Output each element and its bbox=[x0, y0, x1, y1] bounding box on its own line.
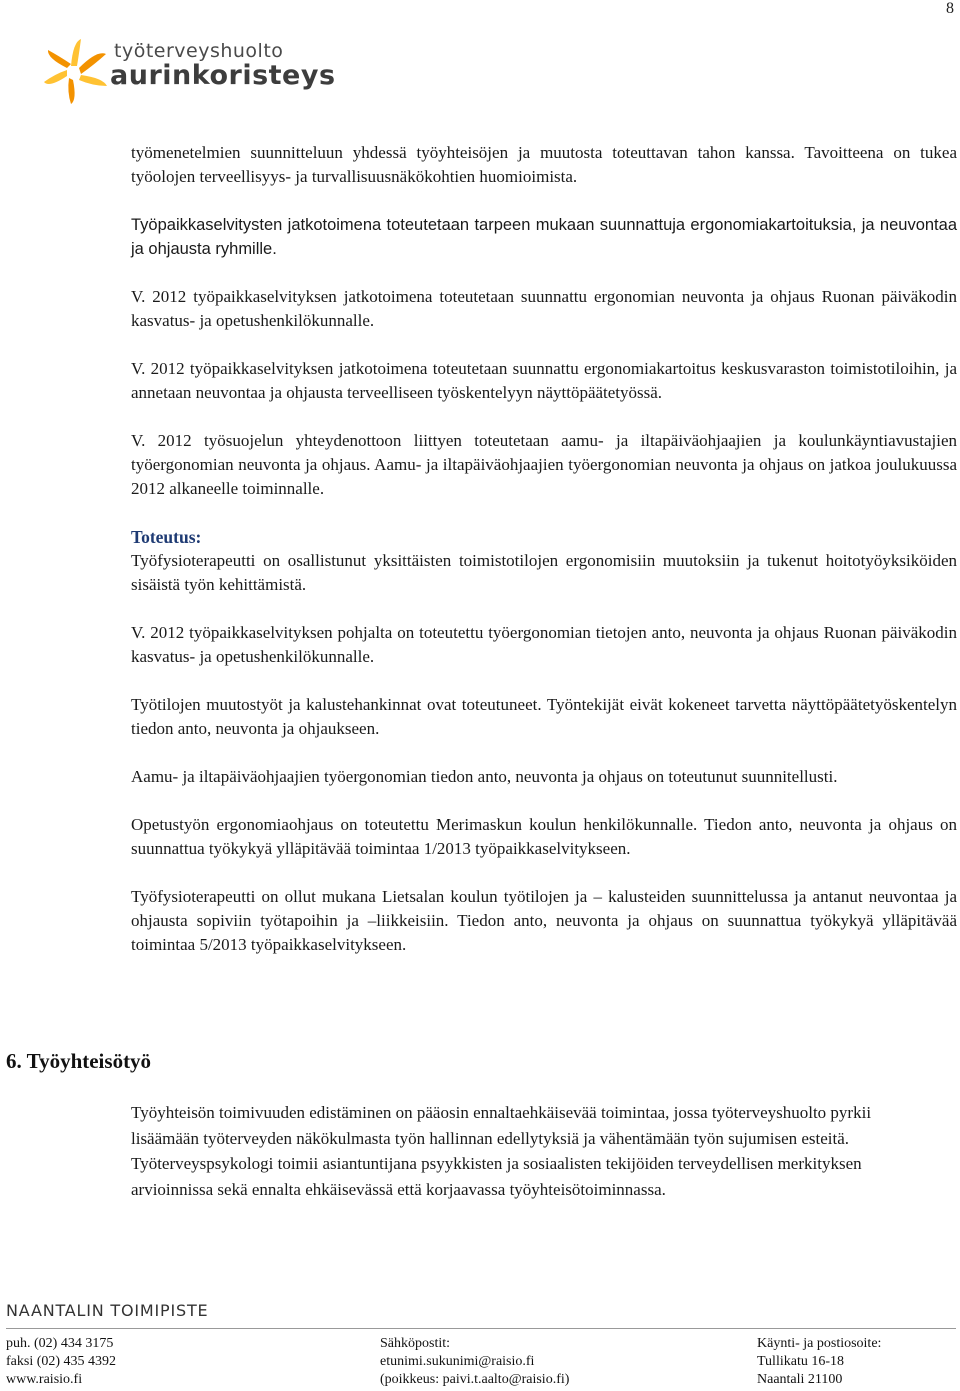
company-logo bbox=[18, 22, 336, 102]
footer-contact-address bbox=[757, 1335, 881, 1389]
body-paragraph: V. 2012 työsuojelun yhteydenottoon liittyen toteutetaan aamu- ja iltapäiväohjaajien ja koulunkäyntiavustajien työergonomian neuvonta ja ohjaus. Aamu- ja iltapäiväohjaajien työergonomian neuvonta ja ohjaus on jatkoa joulukuussa 2012 alkaneelle toiminnalle. bbox=[131, 431, 957, 498]
section-heading: 6. Työyhteisötyö bbox=[6, 1049, 152, 1073]
body-paragraph: V. 2012 työpaikkaselvityksen jatkotoimena toteutetaan suunnattu ergonomiakartoitus keskusvaraston toimistotiloihin, ja annetaan neuvontaa ja ohjausta terveelliseen työskentelyyn näyttöpäätetyössä. bbox=[131, 359, 957, 402]
toteutus-paragraph: Työfysioterapeutti on ollut mukana Lietsalan koulun työtilojen ja – kalusteiden suunnittelussa ja antanut neuvontaa ja ohjausta sopiviin työtapoihin ja –liikkeisiin. Tiedon anto, neuvonta ja ohjaus on suunnattua työkykyä ylläpitävää toimintaa 5/2013 työpaikkaselvitykseen. bbox=[131, 887, 957, 954]
logo-line2: aurinkoristeys bbox=[110, 60, 336, 91]
toteutus-paragraph: Työfysioterapeutti on osallistunut yksittäisten toimistotilojen ergonomisiin muutoksiin ja tukenut hoitotyöyksiköiden sisäistä työn kehittämistä. bbox=[131, 551, 957, 594]
footer-website: www.raisio.fi bbox=[6, 1372, 83, 1387]
body-content bbox=[131, 141, 957, 981]
toteutus-paragraph: Opetustyön ergonomiaohjaus on toteutettu Merimaskun koulun henkilökunnalle. Tiedon anto, neuvonta ja ohjaus on suunnattua työkykyä ylläpitävää toimintaa 1/2013 työpaikkaselvitykseen. bbox=[131, 815, 957, 858]
footer-title: NAANTALIN TOIMIPISTE bbox=[6, 1301, 209, 1320]
footer-address-label: Käynti- ja postiosoite: bbox=[757, 1336, 882, 1351]
body-paragraph: työmenetelmien suunnitteluun yhdessä työyhteisöjen ja muutosta toteuttavan tahon kanssa. Tavoitteena on tukea työolojen terveellisyys- ja turvallisuusnäkökohtien huomioimista. bbox=[131, 143, 957, 186]
footer-fax: faksi (02) 435 4392 bbox=[6, 1354, 117, 1369]
body-paragraph: V. 2012 työpaikkaselvityksen jatkotoimena toteutetaan suunnattu ergonomian neuvonta ja ohjaus Ruonan päiväkodin kasvatus- ja opetushenkilökunnalle. bbox=[131, 287, 957, 330]
footer-city: Naantali 21100 bbox=[757, 1372, 843, 1387]
toteutus-paragraph: Aamu- ja iltapäiväohjaajien työergonomian tiedon anto, neuvonta ja ohjaus on toteutunut suunnitellusti. bbox=[131, 767, 838, 786]
footer-divider bbox=[6, 1328, 956, 1329]
footer-email: etunimi.sukunimi@raisio.fi bbox=[380, 1354, 535, 1369]
footer-contact-email bbox=[380, 1335, 569, 1389]
page-number: 8 bbox=[946, 0, 954, 17]
footer-contact-phone bbox=[6, 1335, 116, 1389]
section-text: Työyhteisön toimivuuden edistäminen on pääosin ennaltaehkäisevää toimintaa, jossa työterveyshuolto pyrkii lisäämään työterveyden näkökulmasta työn hallinnan edellytyksiä ja vähentämään työn sujumisen esteitä. Työterveyspsykologi toimii asiantuntijana psyykkisten ja sosiaalisten tekijöiden terveydellisen merkityksen arvioinnissa sekä ennalta ehkäisevässä että korjaavassa työyhteisötoiminnassa. bbox=[131, 1103, 872, 1199]
footer-email-label: Sähköpostit: bbox=[380, 1336, 451, 1351]
toteutus-paragraph: V. 2012 työpaikkaselvityksen pohjalta on toteutettu työergonomian tietojen anto, neuvonta ja ohjaus Ruonan päiväkodin kasvatus- ja opetushenkilökunnalle. bbox=[131, 623, 957, 666]
body-paragraph: Työpaikkaselvitysten jatkotoimena toteutetaan tarpeen mukaan suunnattuja ergonomiakartoituksia, ja neuvontaa ja ohjausta ryhmille. bbox=[131, 216, 957, 258]
toteutus-block bbox=[131, 525, 957, 597]
toteutus-paragraph: Työtilojen muutostyöt ja kalustehankinnat ovat toteutuneet. Työntekijät eivät kokeneet tarvetta näyttöpäätetyöskentelyn tiedon anto, neuvonta ja ohjaukseen. bbox=[131, 695, 957, 738]
footer-street: Tullikatu 16-18 bbox=[757, 1354, 844, 1369]
sun-logo-icon bbox=[40, 34, 110, 104]
logo-line1: työterveyshuolto bbox=[114, 40, 284, 62]
toteutus-heading: Toteutus: bbox=[131, 527, 202, 547]
footer-email-exception: (poikkeus: paivi.t.aalto@raisio.fi) bbox=[380, 1372, 570, 1387]
footer-phone: puh. (02) 434 3175 bbox=[6, 1336, 114, 1351]
